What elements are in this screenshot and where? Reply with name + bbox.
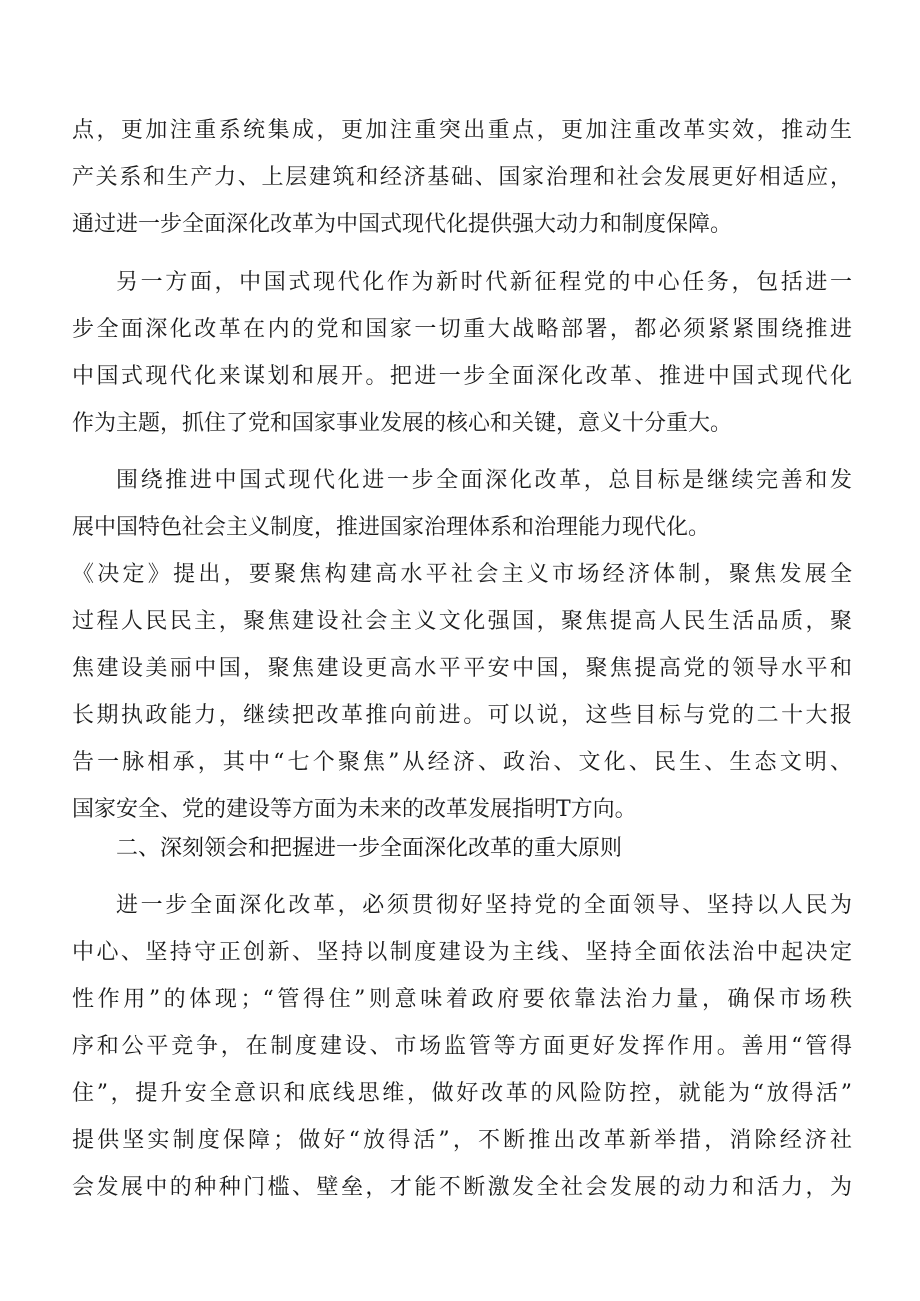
para3-line-4: 过程人民民主，聚焦建设社会主义文化强国，聚焦提高人民生活品质，聚: [72, 609, 852, 634]
para3-line-2: 展中国特色社会主义制度，推进国家治理体系和治理能力现代化。: [72, 515, 711, 540]
para4-line-5: 住”，提升安全意识和底线思维，做好改革的风险防控，就能为“放得活”: [72, 1081, 852, 1106]
para4-line-4: 序和公平竞争，在制度建设、市场监管等方面更好发挥作用。善用“管得: [72, 1034, 852, 1059]
para4-line-3: 性作用”的体现；“管得住”则意味着政府要依靠法治力量，确保市场秩: [72, 987, 852, 1012]
para3-line-3: 《决定》提出，要聚焦构建高水平社会主义市场经济体制，聚焦发展全: [72, 562, 852, 587]
para3-line-7: 告一脉相承，其中“七个聚焦”从经济、政治、文化、民生、生态文明、: [72, 750, 852, 775]
para4-line-7: 会发展中的种种门槛、壁垒，才能不断激发全社会发展的动力和活力，为: [72, 1175, 852, 1200]
para3-line-8: 国家安全、党的建设等方面为未来的改革发展指明T方向。: [72, 797, 637, 822]
section-heading: 二、深刻领会和把握进一步全面深化改革的重大原则: [116, 836, 623, 861]
para4-line-2: 中心、坚持守正创新、坚持以制度建设为主线、坚持全面依法治中起决定: [72, 940, 852, 965]
para1-line-3: 通过进一步全面深化改革为中国式现代化提供强大动力和制度保障。: [72, 212, 733, 237]
para3-line-5: 焦建设美丽中国，聚焦建设更高水平平安中国，聚焦提高党的领导水平和: [72, 656, 852, 681]
para3-line-1: 围绕推进中国式现代化进一步全面深化改革，总目标是继续完善和发: [116, 468, 852, 493]
para2-line-1: 另一方面，中国式现代化作为新时代新征程党的中心任务，包括进一: [116, 270, 852, 295]
para2-line-2: 步全面深化改革在内的党和国家一切重大战略部署，都必须紧紧围绕推进: [72, 317, 852, 342]
para1-line-2: 产关系和生产力、上层建筑和经济基础、国家治理和社会发展更好相适应，: [72, 165, 852, 190]
para2-line-4: 作为主题，抓住了党和国家事业发展的核心和关键，意义十分重大。: [72, 411, 733, 436]
para4-line-1: 进一步全面深化改革，必须贯彻好坚持党的全面领导、坚持以人民为: [116, 893, 852, 918]
para2-line-3: 中国式现代化来谋划和展开。把进一步全面深化改革、推进中国式现代化: [72, 364, 852, 389]
para3-line-6: 长期执政能力，继续把改革推向前进。可以说，这些目标与党的二十大报: [72, 703, 852, 728]
para1-line-1: 点，更加注重系统集成，更加注重突出重点，更加注重改革实效，推动生: [72, 118, 852, 143]
para4-line-6: 提供坚实制度保障；做好“放得活”，不断推出改革新举措，消除经济社: [72, 1128, 852, 1153]
